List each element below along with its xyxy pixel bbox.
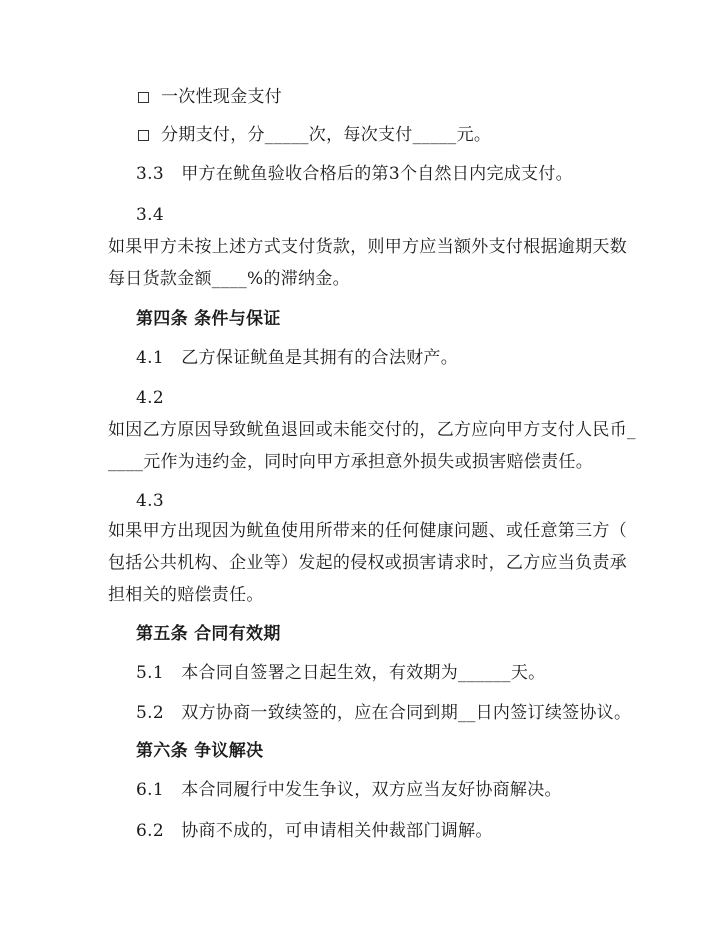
clause-3-4-number: 3.4 xyxy=(136,205,164,225)
clause-4-3-text: 如果甲方出现因为鱿鱼使用所带来的任何健康问题、或任意第三方（ xyxy=(108,521,627,541)
article-6-heading: 第六条 争议解决 xyxy=(136,741,264,761)
clause-4-3-text: 包括公共机构、企业等）发起的侵权或损害请求时，乙方应当负责承 xyxy=(108,553,627,573)
payment-option-installment xyxy=(138,124,491,146)
clause-5-1: 5.1 本合同自签署之日起生效，有效期为______天。 xyxy=(136,663,546,683)
clause-3-3: 3.3 甲方在鱿鱼验收合格后的第3个自然日内完成支付。 xyxy=(136,164,573,184)
clause-6-2: 6.2 协商不成的，可申请相关仲裁部门调解。 xyxy=(136,821,493,841)
clause-4-1: 4.1 乙方保证鱿鱼是其拥有的合法财产。 xyxy=(136,348,459,368)
clause-6-1: 6.1 本合同履行中发生争议，双方应当友好协商解决。 xyxy=(136,780,562,800)
article-5-heading: 第五条 合同有效期 xyxy=(136,624,281,644)
clause-3-4-text: 每日货款金额____%的滞纳金。 xyxy=(108,269,350,289)
payment-option-label: 一次性现金支付 xyxy=(161,87,283,107)
clause-4-3-number: 4.3 xyxy=(136,491,164,511)
clause-4-2-text: 如因乙方原因导致鱿鱼退回或未能交付的，乙方应向甲方支付人民币_ xyxy=(108,420,636,440)
payment-option-lump-sum xyxy=(138,86,282,108)
payment-option-label: 分期支付，分_____次，每次支付_____元。 xyxy=(161,125,492,145)
article-4-heading: 第四条 条件与保证 xyxy=(136,309,281,329)
clause-4-2-number: 4.2 xyxy=(136,388,164,408)
checkbox-icon xyxy=(138,92,149,103)
clause-4-2-text: ____元作为违约金，同时向甲方承担意外损失或损害赔偿责任。 xyxy=(108,452,593,472)
checkbox-icon xyxy=(138,130,149,141)
clause-3-4-text: 如果甲方未按上述方式支付货款，则甲方应当额外支付根据逾期天数 xyxy=(108,237,627,257)
clause-5-2: 5.2 双方协商一致续签的，应在合同到期__日内签订续签协议。 xyxy=(136,703,632,723)
clause-4-3-text: 担相关的赔偿责任。 xyxy=(108,585,264,605)
